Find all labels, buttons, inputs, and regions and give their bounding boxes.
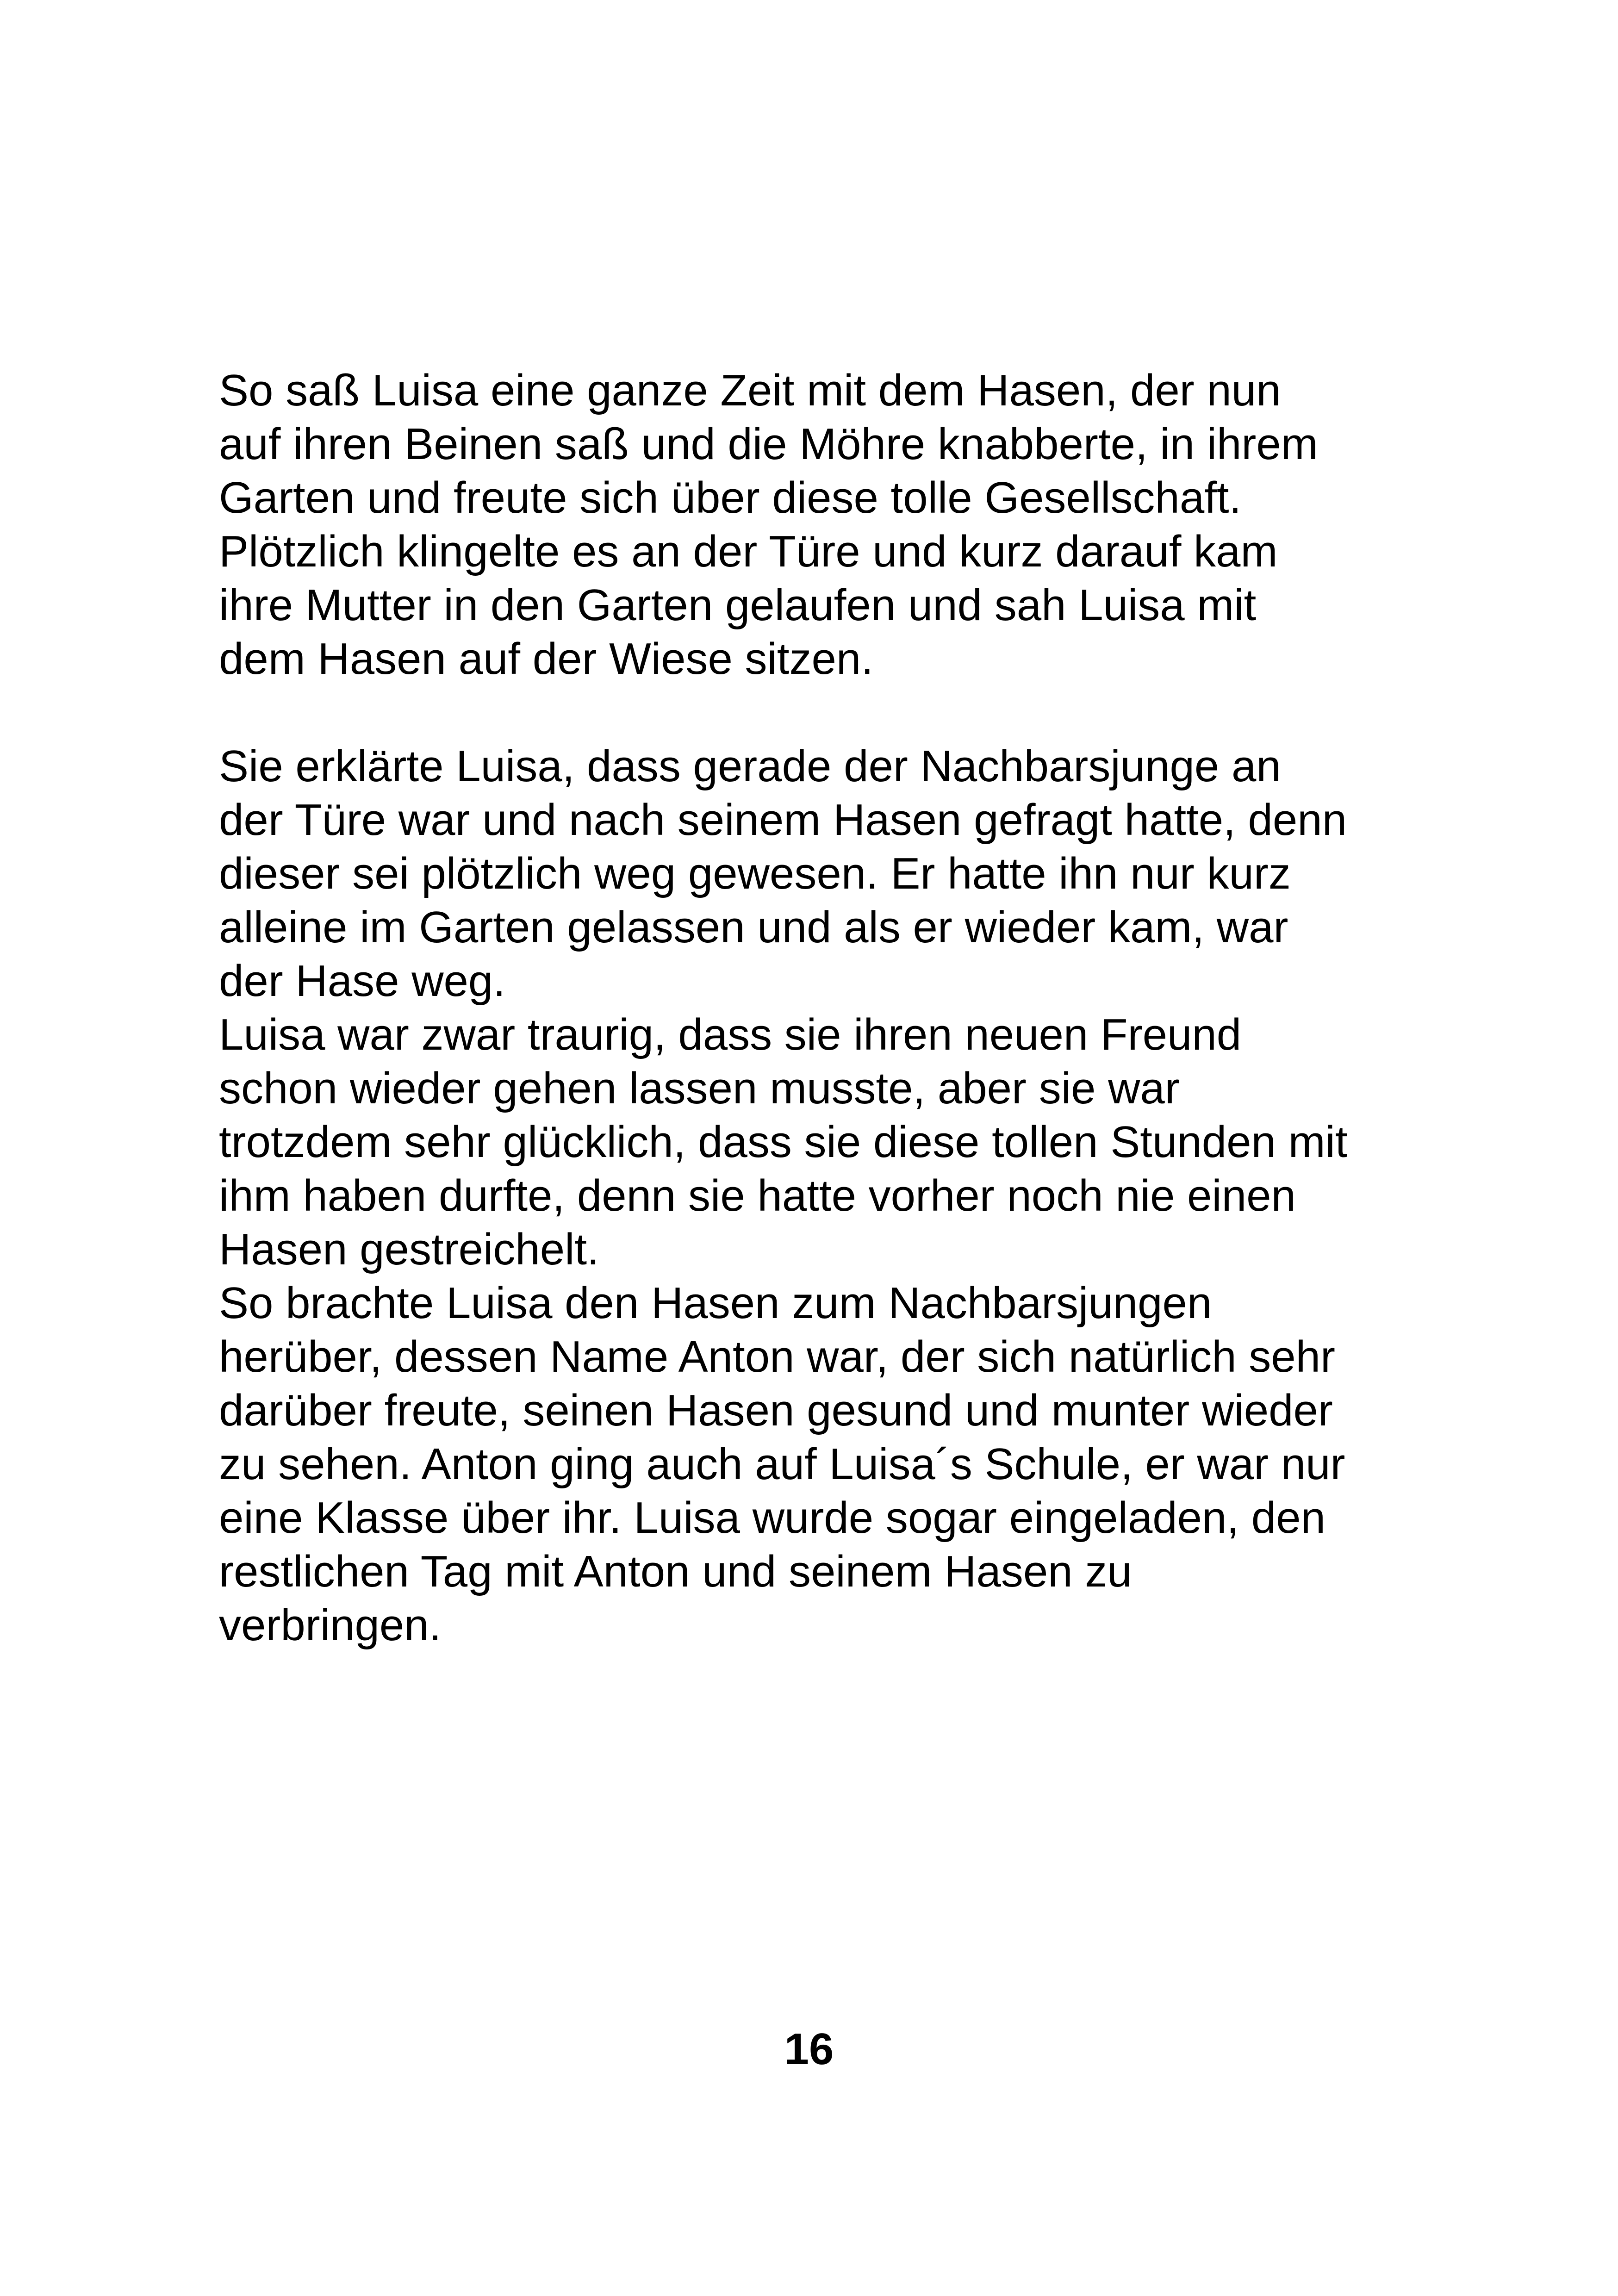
text-line: restlichen Tag mit Anton und seinem Hasen zu: [219, 1547, 1132, 1596]
text-line: So saß Luisa eine ganze Zeit mit dem Hasen, der nun: [219, 366, 1281, 415]
text-line: auf ihren Beinen saß und die Möhre knabberte, in ihrem: [219, 419, 1318, 469]
text-line: alleine im Garten gelassen und als er wieder kam, war: [219, 902, 1288, 952]
text-line: Luisa war zwar traurig, dass sie ihren neuen Freund: [219, 1010, 1242, 1059]
text-line: Plötzlich klingelte es an der Türe und kurz darauf kam: [219, 527, 1278, 576]
text-line: der Türe war und nach seinem Hasen gefragt hatte, denn: [219, 795, 1347, 845]
text-line: trotzdem sehr glücklich, dass sie diese tollen Stunden mit: [219, 1117, 1348, 1167]
page-number: 16: [784, 2024, 834, 2074]
text-line: darüber freute, seinen Hasen gesund und munter wieder: [219, 1386, 1333, 1435]
paragraph-spacer: [219, 686, 1469, 740]
text-line: schon wieder gehen lassen musste, aber sie war: [219, 1064, 1180, 1113]
text-line: So brachte Luisa den Hasen zum Nachbarsjungen: [219, 1278, 1212, 1328]
text-line: dieser sei plötzlich weg gewesen. Er hatte ihn nur kurz: [219, 849, 1291, 898]
text-line: verbringen.: [219, 1600, 442, 1650]
paragraph: [219, 740, 1469, 1652]
text-line: Hasen gestreichelt.: [219, 1225, 599, 1274]
body-text: [219, 364, 1469, 1652]
text-line: herüber, dessen Name Anton war, der sich natürlich sehr: [219, 1332, 1335, 1381]
text-line: ihre Mutter in den Garten gelaufen und sah Luisa mit: [219, 580, 1257, 630]
text-line: Sie erklärte Luisa, dass gerade der Nachbarsjunge an: [219, 741, 1281, 791]
text-line: Garten und freute sich über diese tolle Gesellschaft.: [219, 473, 1242, 523]
text-line: ihm haben durfte, denn sie hatte vorher noch nie einen: [219, 1171, 1296, 1220]
paragraph: [219, 364, 1469, 686]
text-line: dem Hasen auf der Wiese sitzen.: [219, 634, 873, 684]
text-line: eine Klasse über ihr. Luisa wurde sogar eingeladen, den: [219, 1493, 1326, 1543]
text-line: zu sehen. Anton ging auch auf Luisa´s Schule, er war nur: [219, 1439, 1345, 1489]
text-line: der Hase weg.: [219, 956, 505, 1006]
